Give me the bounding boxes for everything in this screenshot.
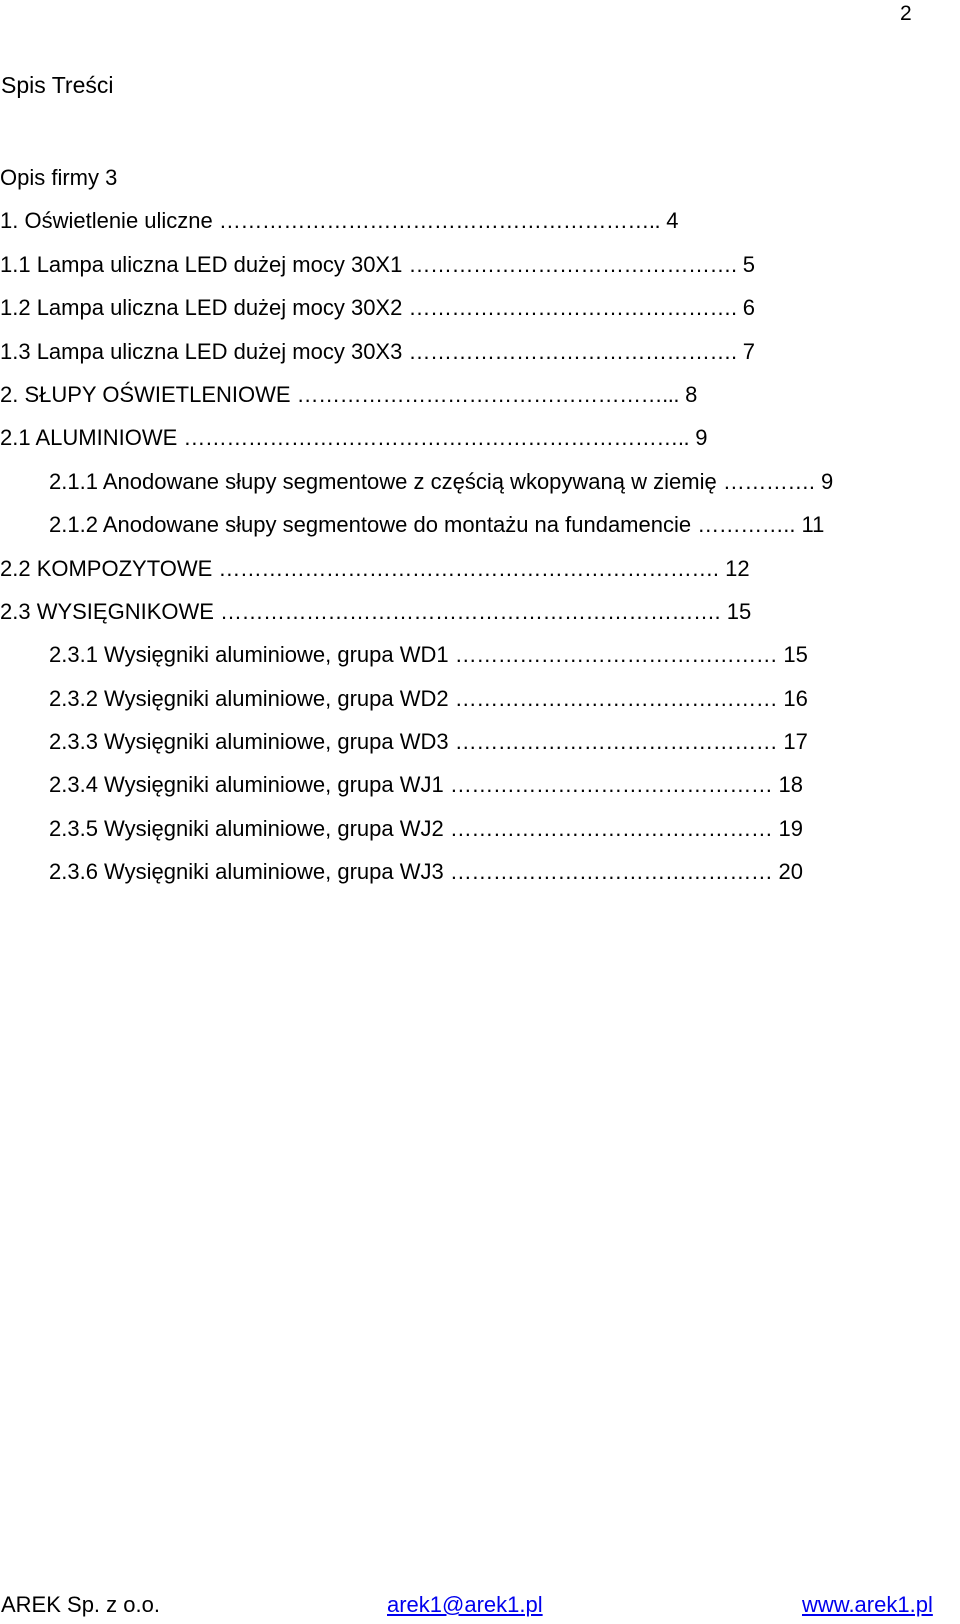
toc-entry-leader: …………………………………………………………… — [218, 555, 713, 581]
toc-entry-leader: ……………………………………… — [454, 729, 778, 755]
toc-entry-1-3[interactable] — [0, 330, 955, 373]
toc-entry-1-2[interactable] — [0, 286, 955, 329]
toc-entry-leader: …………………………………………………….. — [218, 208, 661, 234]
toc-entry-page: 9 — [689, 425, 708, 451]
toc-entry-2-3-6[interactable] — [0, 850, 955, 893]
toc-entry-page: .. 11 — [783, 512, 825, 538]
toc-entry-company-description[interactable] — [0, 156, 955, 199]
toc-entry-label: 2.3 WYSIĘGNIKOWE — [0, 598, 221, 624]
toc-entry-page: 19 — [772, 815, 803, 841]
toc-entry-label: 1.1 Lampa uliczna LED dużej mocy 30X1 — [0, 251, 409, 277]
toc-entry-label: 2.2 KOMPOZYTOWE — [0, 555, 219, 581]
toc-entry-1[interactable] — [0, 199, 955, 242]
toc-entry-label: 1. Oświetlenie uliczne — [0, 208, 219, 234]
toc-entry-page: 20 — [772, 859, 803, 885]
toc-entry-2[interactable] — [0, 373, 955, 416]
toc-entry-label: 1.2 Lampa uliczna LED dużej mocy 30X2 — [0, 295, 409, 321]
toc-entry-page: 6 — [736, 295, 755, 321]
toc-entry-2-3[interactable] — [0, 590, 955, 633]
toc-entry-2-3-2[interactable] — [0, 677, 955, 720]
toc-entry-leader: ……………………………………… — [449, 772, 773, 798]
table-of-contents — [0, 156, 955, 894]
footer-website-link[interactable]: www.arek1.pl — [802, 1592, 933, 1617]
toc-entry-leader: ……………………………………… — [449, 859, 773, 885]
toc-title: Spis Treści — [1, 72, 114, 98]
toc-entry-label: 2.1 ALUMINIOWE — [0, 425, 184, 451]
toc-entry-leader: …………………………………………………………….. — [183, 425, 690, 451]
toc-entry-label: 2.1.2 Anodowane słupy segmentowe do montażu na fundamencie — [49, 512, 698, 538]
toc-entry-page: . 9 — [808, 468, 834, 494]
toc-entry-2-1-1[interactable] — [0, 460, 955, 503]
toc-entry-label: 2.3.1 Wysięgniki aluminiowe, grupa WD1 — [49, 642, 455, 668]
toc-entry-leader: ………………………………………. — [408, 295, 737, 321]
toc-entry-page: 8 — [679, 381, 698, 407]
footer-company-name: AREK Sp. z o.o. — [1, 1592, 160, 1617]
toc-entry-leader: ……………………………………… — [454, 642, 778, 668]
toc-entry-2-2[interactable] — [0, 547, 955, 590]
toc-entry-label: 2.3.3 Wysięgniki aluminiowe, grupa WD3 — [49, 729, 455, 755]
toc-entry-label: 2.3.6 Wysięgniki aluminiowe, grupa WJ3 — [49, 859, 450, 885]
toc-entry-page: . 15 — [714, 598, 752, 624]
toc-entry-2-3-1[interactable] — [0, 633, 955, 676]
toc-entry-leader: …………………………………………………………… — [220, 598, 715, 624]
page-footer — [0, 1592, 960, 1624]
toc-entry-page: 16 — [777, 685, 808, 711]
toc-entry-leader: ……………………………………………... — [296, 381, 680, 407]
toc-entry-leader: ………… — [697, 512, 784, 538]
toc-entry-page: 18 — [772, 772, 803, 798]
footer-email-link[interactable]: arek1@arek1.pl — [387, 1592, 543, 1617]
toc-entry-leader: ………………………………………. — [408, 251, 737, 277]
toc-entry-label: 2.3.5 Wysięgniki aluminiowe, grupa WJ2 — [49, 815, 450, 841]
toc-entry-leader: ………… — [722, 468, 809, 494]
toc-entry-label: 1.3 Lampa uliczna LED dużej mocy 30X3 — [0, 338, 409, 364]
toc-entry-page: 17 — [777, 729, 808, 755]
toc-entry-leader: ……………………………………… — [454, 685, 778, 711]
toc-entry-label: 2. SŁUPY OŚWIETLENIOWE — [0, 381, 297, 407]
toc-entry-2-3-3[interactable] — [0, 720, 955, 763]
toc-entry-page: 4 — [660, 208, 679, 234]
toc-entry-label: 2.3.4 Wysięgniki aluminiowe, grupa WJ1 — [49, 772, 450, 798]
toc-entry-1-1[interactable] — [0, 243, 955, 286]
toc-entry-leader: ……………………………………… — [449, 815, 773, 841]
toc-entry-2-1-2[interactable] — [0, 503, 955, 546]
toc-entry-page: 7 — [736, 338, 755, 364]
toc-entry-label: 2.1.1 Anodowane słupy segmentowe z częścią wkopywaną w ziemię — [49, 468, 723, 494]
toc-entry-2-1[interactable] — [0, 416, 955, 459]
toc-entry-page: 15 — [777, 642, 808, 668]
page-number: 2 — [900, 2, 912, 25]
toc-entry-2-3-5[interactable] — [0, 807, 955, 850]
toc-entry-2-3-4[interactable] — [0, 763, 955, 806]
toc-entry-label: 2.3.2 Wysięgniki aluminiowe, grupa WD2 — [49, 685, 455, 711]
toc-entry-label: Opis firmy 3 — [0, 165, 118, 190]
toc-entry-leader: ………………………………………. — [408, 338, 737, 364]
toc-entry-page: . 12 — [712, 555, 750, 581]
toc-entry-page: 5 — [736, 251, 755, 277]
